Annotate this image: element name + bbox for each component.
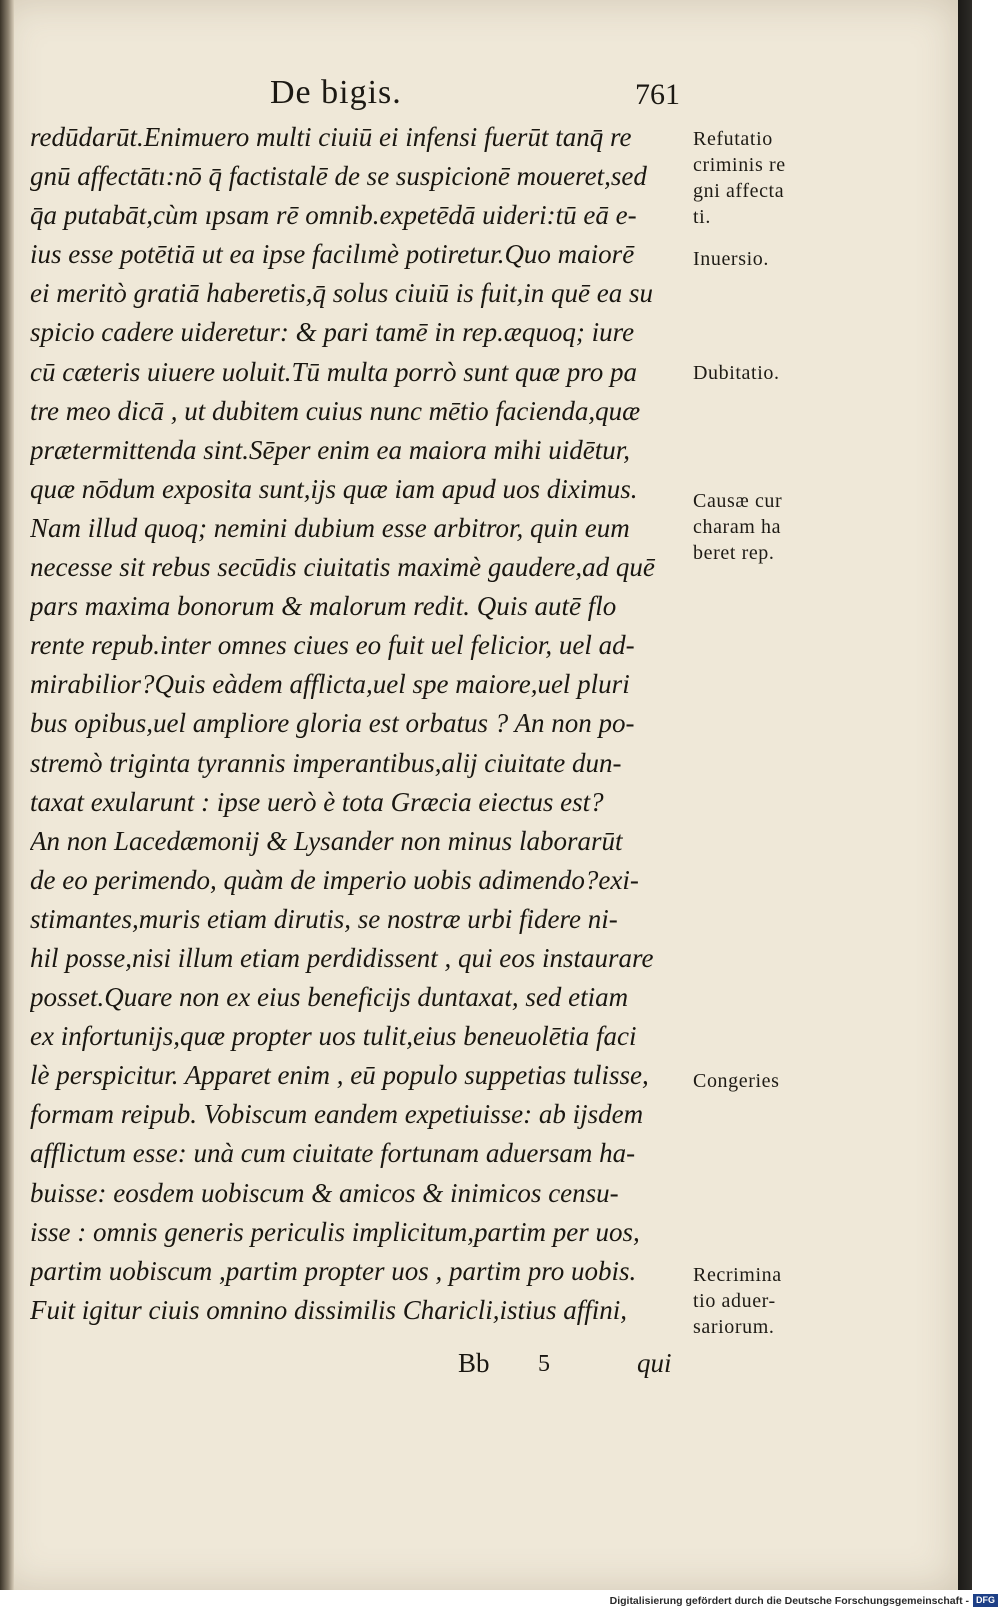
margin-note-dubitatio: [693, 360, 833, 386]
body-line: cū cæteris uiuere uoluit.Tū multa porrò sunt quæ pro pa: [30, 356, 638, 387]
body-line: partim uobiscum ,partim propter uos , partim pro uobis.: [30, 1255, 637, 1286]
margin-note-recriminatio: [693, 1262, 833, 1340]
body-line: rente repub.inter omnes ciues eo fuit uel felicior, uel ad-: [30, 630, 635, 661]
body-line: necesse sit rebus secūdis ciuitatis maximè gaudere,ad quē: [30, 552, 655, 583]
body-line: spicio cadere uideretur: & pari tamē in rep.æquoq; iure: [30, 317, 635, 348]
body-line: Nam illud quoq; nemini dubium esse arbitror, quin eum: [30, 512, 630, 543]
body-line: mirabilior?Quis eàdem afflicta,uel spe maiore,uel pluri: [30, 669, 630, 700]
body-line: prætermittenda sint.Sēper enim ea maiora mihi uidētur,: [30, 434, 630, 465]
body-line: stremò triginta tyrannis imperantibus,alij ciuitate dun-: [30, 747, 622, 778]
body-line: isse : omnis generis periculis implicitum,partim per uos,: [30, 1216, 640, 1247]
body-line: afflictum esse: unà cum ciuitate fortunam aduersam ha-: [30, 1138, 636, 1169]
page-number: 761: [635, 78, 680, 111]
margin-note-line: Inuersio.: [693, 248, 769, 270]
running-head-title: De bigis.: [270, 74, 402, 111]
page-right-edge: [958, 0, 972, 1590]
body-line: pars maxima bonorum & malorum redit. Quis autē flo: [30, 591, 617, 622]
body-line: ei meritò gratiā haberetis,q̄ solus ciuiū is fuit,in quē ea su: [30, 278, 653, 309]
margin-note-line: Refutatio: [693, 128, 773, 150]
body-line: Fuit igitur ciuis omnino dissimilis Charicli,istius affini,: [30, 1294, 628, 1325]
margin-note-line: charam ha: [693, 516, 782, 538]
body-line: An non Lacedæmonij & Lysander non minus laborarūt: [30, 825, 623, 856]
margin-note-congeries: [693, 1068, 833, 1094]
signature-mark: Bb: [458, 1348, 490, 1378]
margin-note-line: Causæ cur: [693, 490, 783, 512]
margin-note-line: gni affecta: [693, 180, 785, 202]
margin-note-line: sariorum.: [693, 1316, 775, 1338]
body-line: redūdarūt.Enimuero multi ciuiū ei infensi fuerūt tanq̄ re: [30, 122, 632, 152]
page-gutter-shadow: [0, 0, 14, 1590]
body-line: bus opibus,uel ampliore gloria est orbatus ? An non po-: [30, 708, 635, 739]
margin-note-line: Congeries: [693, 1070, 780, 1092]
margin-note-line: ti.: [693, 206, 711, 228]
body-line: buisse: eosdem uobiscum & amicos & inimicos censu-: [30, 1177, 619, 1208]
margin-note-line: Dubitatio.: [693, 362, 780, 384]
margin-note-line: Recrimina: [693, 1264, 782, 1286]
catchword: qui: [637, 1348, 672, 1378]
margin-note-causae: [693, 488, 833, 566]
body-text: [30, 118, 680, 1330]
body-line: quæ nōdum exposita sunt,ijs quæ iam apud uos diximus.: [30, 473, 638, 504]
body-line: stimantes,muris etiam dirutis, se nostræ urbi fidere ni-: [30, 903, 618, 934]
body-line: hil posse,nisi illum etiam perdidissent , qui eos instaurare: [30, 942, 654, 973]
credit-text: Digitalisierung gefördert durch die Deutsche Forschungsgemeinschaft -: [609, 1594, 969, 1607]
margin-note-refutatio: [693, 126, 833, 230]
body-line: de eo perimendo, quàm de imperio uobis adimendo?exi-: [30, 864, 639, 895]
body-line: q̄a putabāt,cùm ıpsam rē omnib.expetēdā uideri:tū eā e-: [30, 200, 637, 231]
digitization-credit: [600, 1592, 1000, 1609]
margin-note-inuersio: [693, 246, 833, 272]
body-line: posset.Quare non ex eius beneficijs duntaxat, sed etiam: [30, 982, 629, 1013]
body-line: formam reipub. Vobiscum eandem expetiuisse: ab ijsdem: [30, 1099, 644, 1130]
margin-note-line: tio aduer-: [693, 1290, 776, 1312]
dfg-logo-icon: DFG: [973, 1594, 998, 1607]
body-line: lè perspicitur. Apparet enim , eū populo suppetias tulisse,: [30, 1060, 649, 1091]
body-line: taxat exularunt : ipse uerò è tota Græcia eiectus est?: [30, 786, 604, 817]
margin-note-line: beret rep.: [693, 542, 775, 564]
signature-number: 5: [538, 1351, 550, 1377]
body-line: gnū affectātı:nō q̄ factistalē de se suspicionē moueret,sed: [30, 161, 647, 192]
margin-note-line: criminis re: [693, 154, 786, 176]
body-line: ex infortunijs,quæ propter uos tulit,eius beneuolētia faci: [30, 1021, 637, 1052]
body-line: ius esse potētiā ut ea ipse facilımè potiretur.Quo maiorē: [30, 239, 635, 270]
body-line: tre meo dicā , ut dubitem cuius nunc mētio facienda,quæ: [30, 395, 641, 426]
